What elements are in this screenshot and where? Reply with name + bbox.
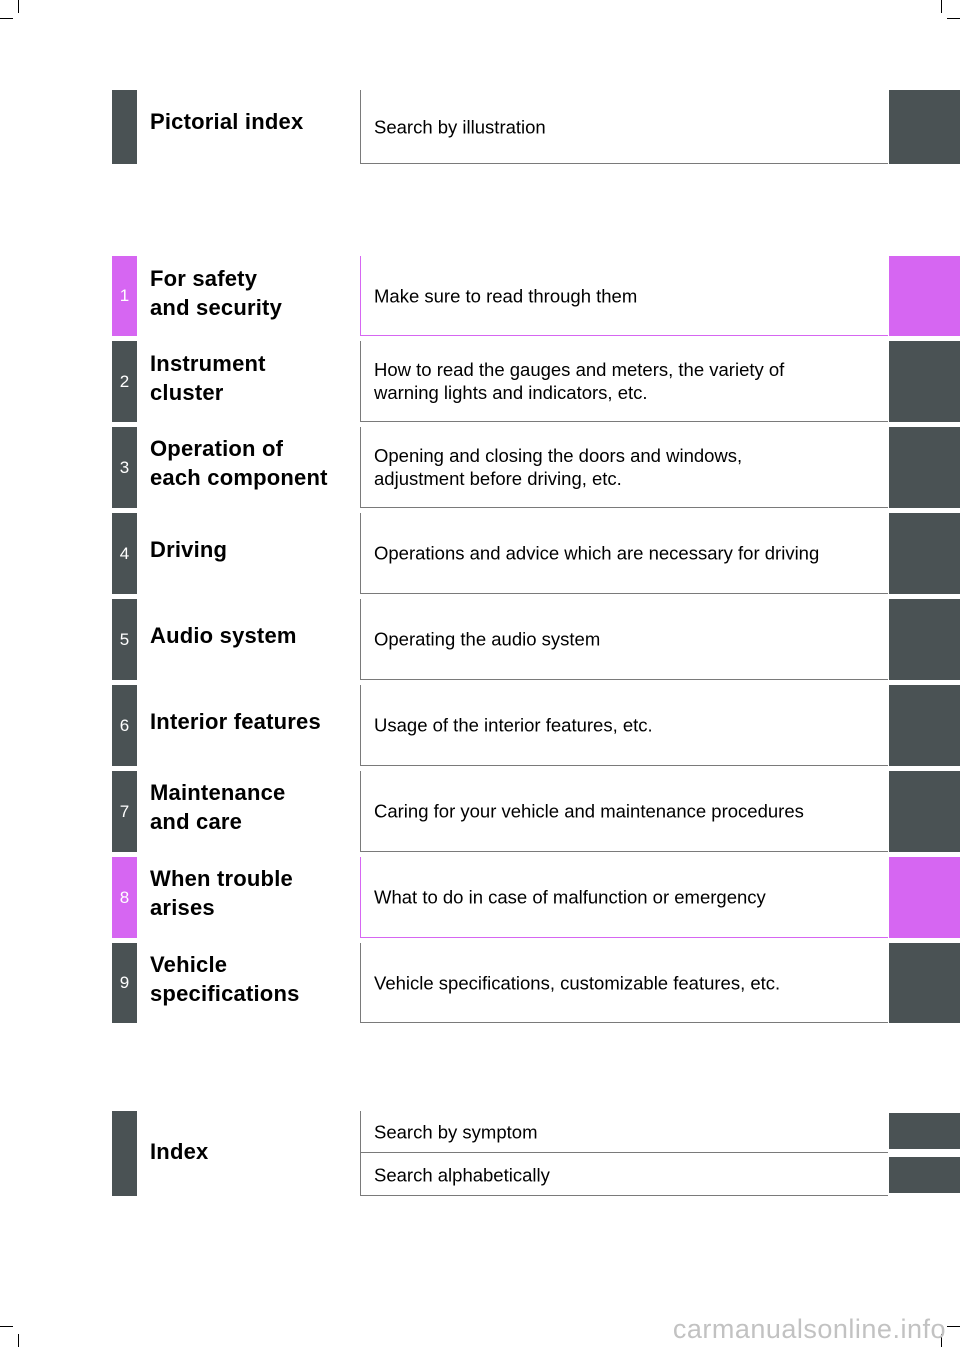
thumb-tab[interactable] <box>889 685 960 766</box>
chapter-row-3[interactable] <box>112 427 960 508</box>
chapter-title: Maintenance and care <box>150 780 286 834</box>
thumb-tab[interactable] <box>889 427 960 508</box>
crop-mark <box>0 1326 13 1327</box>
section-title: Index <box>150 1139 209 1164</box>
tab-marker <box>112 90 137 164</box>
chapter-description-box <box>360 771 888 852</box>
index-link-alphabetical[interactable] <box>361 1154 888 1196</box>
chapter-description: Operating the audio system <box>374 628 601 650</box>
thumb-tab[interactable] <box>889 513 960 594</box>
chapter-row-8[interactable] <box>112 857 960 938</box>
chapter-description-box <box>360 427 888 508</box>
thumb-tab[interactable] <box>889 857 960 938</box>
chapter-description-box <box>360 256 888 336</box>
index-link-symptom[interactable] <box>361 1111 888 1153</box>
chapter-title: Operation of each component <box>150 436 328 490</box>
chapter-row-1[interactable] <box>112 256 960 336</box>
chapter-title: Instrument cluster <box>150 351 266 405</box>
crop-mark <box>947 1326 960 1327</box>
chapter-title: When trouble arises <box>150 866 293 920</box>
chapter-row-6[interactable] <box>112 685 960 766</box>
chapter-number: 7 <box>112 771 137 852</box>
thumb-tab-alphabetical[interactable] <box>889 1157 960 1193</box>
section-description-box <box>360 90 888 164</box>
thumb-tab[interactable] <box>889 90 960 164</box>
chapter-description: Operations and advice which are necessary for driving <box>374 542 820 564</box>
thumb-tab[interactable] <box>889 341 960 422</box>
chapter-row-4[interactable] <box>112 513 960 594</box>
section-title: Pictorial index <box>150 109 304 134</box>
chapter-description: Make sure to read through them <box>374 285 638 306</box>
index-link-label: Search alphabetically <box>374 1164 550 1186</box>
crop-mark <box>947 18 960 19</box>
chapter-row-2[interactable] <box>112 341 960 422</box>
chapter-description: Caring for your vehicle and maintenance procedures <box>374 800 804 822</box>
crop-mark <box>18 0 19 13</box>
chapter-title: Driving <box>150 537 228 562</box>
chapter-number: 9 <box>112 943 137 1023</box>
chapter-number: 3 <box>112 427 137 508</box>
chapter-description-box <box>360 943 888 1023</box>
chapter-description-box <box>360 857 888 938</box>
chapter-number: 6 <box>112 685 137 766</box>
chapter-description-box <box>360 599 888 680</box>
thumb-tab-symptom[interactable] <box>889 1113 960 1149</box>
crop-mark <box>941 0 942 13</box>
crop-mark <box>18 1334 19 1347</box>
chapter-row-9[interactable] <box>112 943 960 1023</box>
chapter-number: 1 <box>112 256 137 336</box>
index-links-box <box>360 1111 888 1196</box>
chapter-title: Vehicle specifications <box>150 952 300 1006</box>
chapter-number: 4 <box>112 513 137 594</box>
chapter-description-box <box>360 685 888 766</box>
thumb-tab[interactable] <box>889 943 960 1023</box>
chapter-description: Opening and closing the doors and windows, adjustment before driving, etc. <box>374 445 743 489</box>
chapter-number: 8 <box>112 857 137 938</box>
chapter-description: What to do in case of malfunction or emergency <box>374 886 766 908</box>
chapter-description: Vehicle specifications, customizable features, etc. <box>374 972 781 993</box>
thumb-tab[interactable] <box>889 256 960 336</box>
chapter-title: Interior features <box>150 709 321 734</box>
chapter-description: How to read the gauges and meters, the variety of warning lights and indicators, etc. <box>374 359 785 403</box>
chapter-description-box <box>360 341 888 422</box>
index-row <box>112 1111 960 1196</box>
chapter-number: 2 <box>112 341 137 422</box>
watermark: carmanualsonline.info <box>672 1314 946 1344</box>
chapter-title: Audio system <box>150 623 297 648</box>
section-description: Search by illustration <box>374 116 546 137</box>
chapter-row-5[interactable] <box>112 599 960 680</box>
chapter-number: 5 <box>112 599 137 680</box>
pictorial-index-row[interactable] <box>112 90 960 164</box>
thumb-tab[interactable] <box>889 599 960 680</box>
chapter-description: Usage of the interior features, etc. <box>374 714 653 736</box>
index-link-label: Search by symptom <box>374 1121 538 1143</box>
chapter-title: For safety and security <box>150 266 283 320</box>
tab-marker <box>112 1111 137 1196</box>
chapter-description-box <box>360 513 888 594</box>
thumb-tab[interactable] <box>889 771 960 852</box>
crop-mark <box>0 18 13 19</box>
chapter-row-7[interactable] <box>112 771 960 852</box>
